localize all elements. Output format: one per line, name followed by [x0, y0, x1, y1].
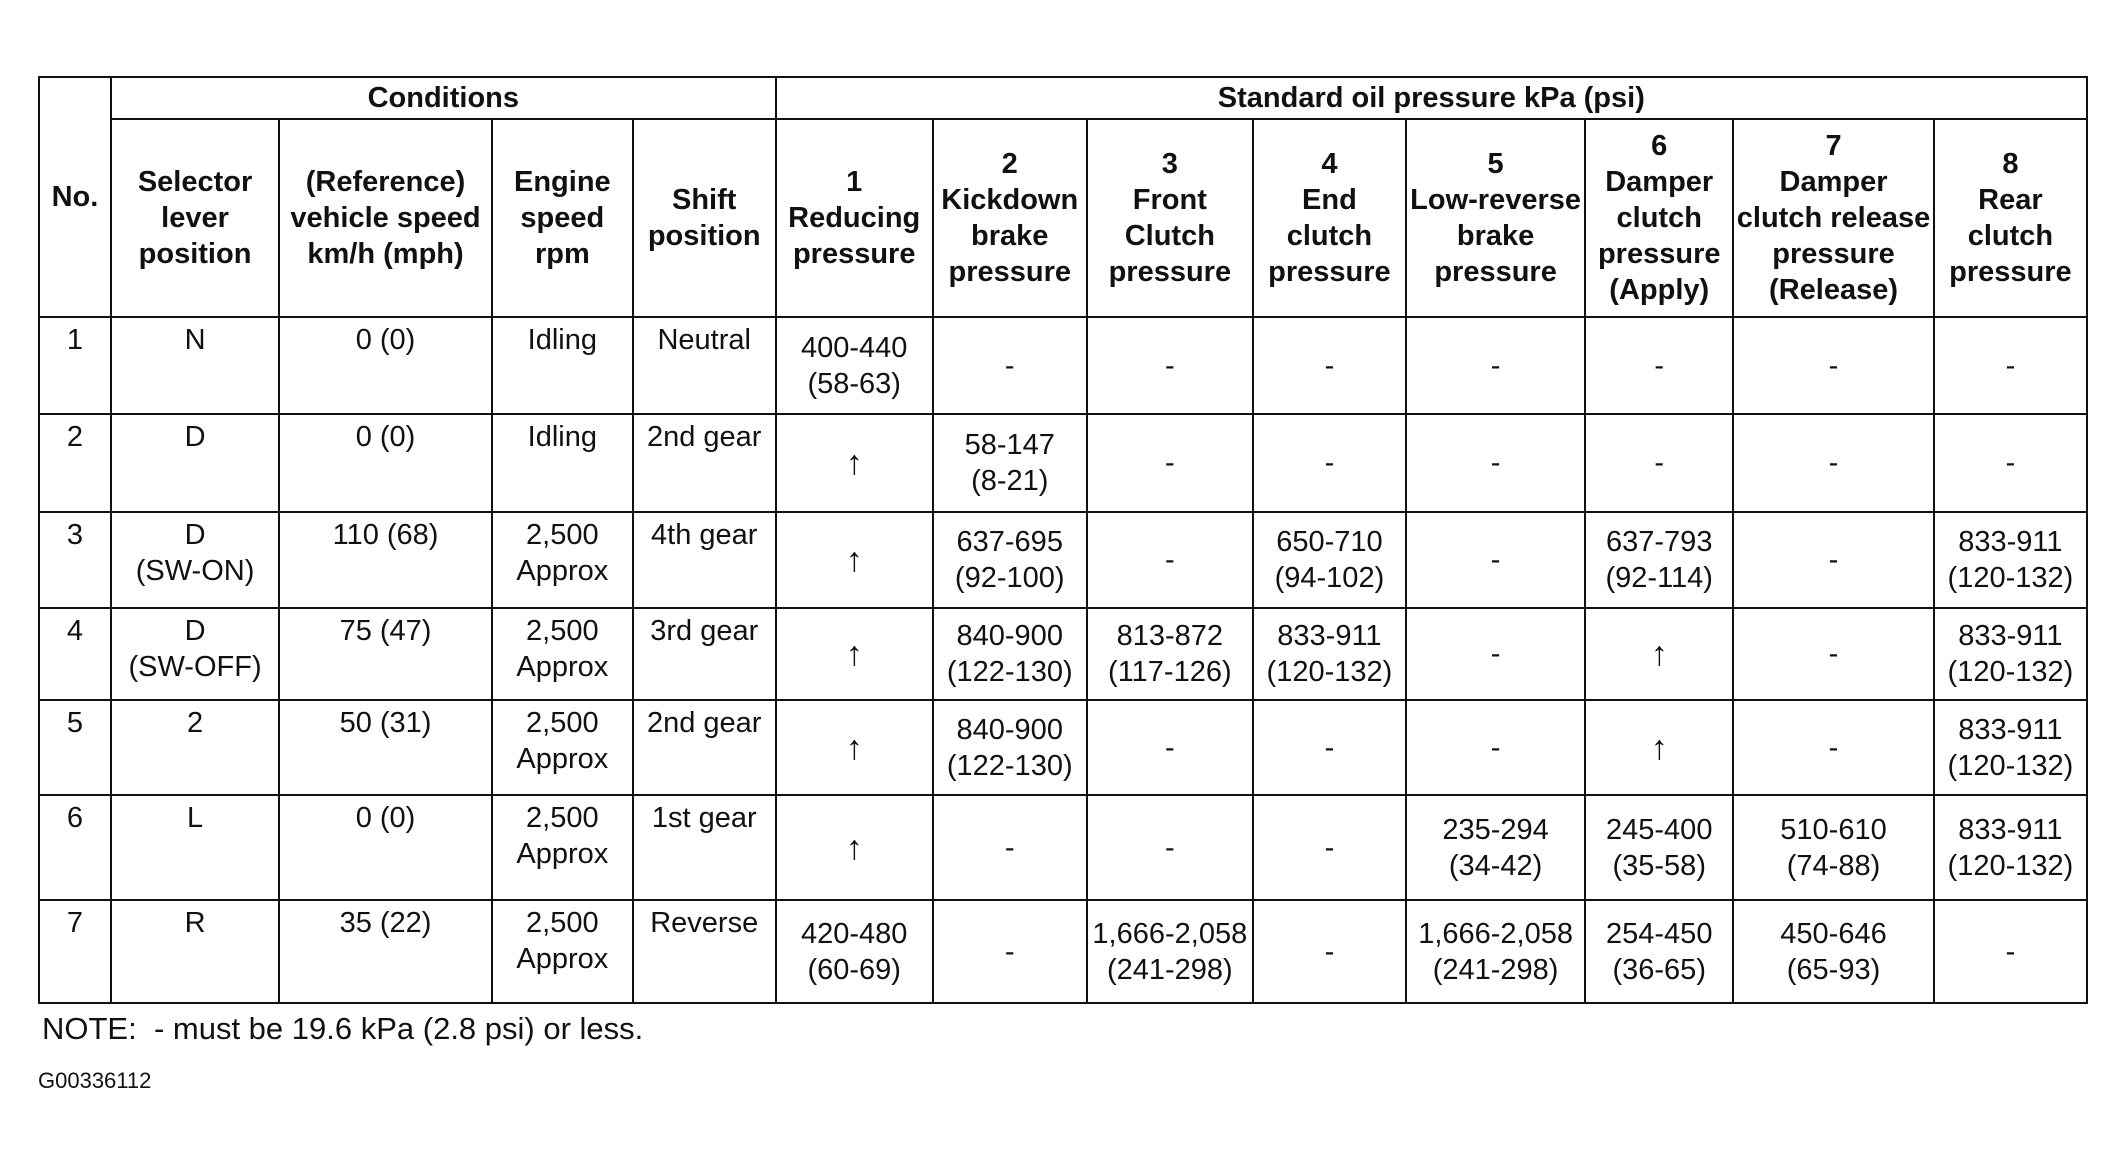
header-damper-clutch-apply-pressure: 6 Damper clutch pressure (Apply): [1585, 119, 1733, 317]
cell-engine-speed: 2,500 Approx: [492, 795, 633, 900]
cell-selector-lever-position: R: [111, 900, 279, 1003]
cell-vehicle-speed: 0 (0): [279, 317, 492, 414]
header-rear-clutch-pressure: 8 Rear clutch pressure: [1934, 119, 2087, 317]
header-damper-clutch-release-pressure: 7 Damper clutch release pressure (Release): [1733, 119, 1934, 317]
cell-front-clutch-pressure: 1,666-2,058 (241-298): [1087, 900, 1253, 1003]
cell-damper-clutch-release-pressure: -: [1733, 317, 1934, 414]
cell-shift-position: 3rd gear: [633, 608, 776, 700]
cell-reducing-pressure: ↑: [776, 700, 933, 795]
cell-vehicle-speed: 75 (47): [279, 608, 492, 700]
cell-reducing-pressure: 400-440 (58-63): [776, 317, 933, 414]
cell-front-clutch-pressure: -: [1087, 795, 1253, 900]
table-note: NOTE: - must be 19.6 kPa (2.8 psi) or less.: [42, 1011, 644, 1046]
cell-shift-position: 4th gear: [633, 512, 776, 608]
header-front-clutch-pressure: 3 Front Clutch pressure: [1087, 119, 1253, 317]
cell-kickdown-brake-pressure: 840-900 (122-130): [933, 700, 1087, 795]
table-row: [39, 795, 2087, 900]
cell-low-reverse-brake-pressure: -: [1406, 512, 1585, 608]
header-conditions-group: Conditions: [111, 77, 776, 119]
cell-rear-clutch-pressure: 833-911 (120-132): [1934, 700, 2087, 795]
cell-vehicle-speed: 110 (68): [279, 512, 492, 608]
cell-kickdown-brake-pressure: 637-695 (92-100): [933, 512, 1087, 608]
cell-shift-position: 2nd gear: [633, 700, 776, 795]
table-row: [39, 608, 2087, 700]
cell-front-clutch-pressure: 813-872 (117-126): [1087, 608, 1253, 700]
cell-selector-lever-position: D (SW-OFF): [111, 608, 279, 700]
cell-front-clutch-pressure: -: [1087, 414, 1253, 512]
cell-reducing-pressure: ↑: [776, 608, 933, 700]
cell-damper-clutch-apply-pressure: -: [1585, 414, 1733, 512]
cell-kickdown-brake-pressure: 840-900 (122-130): [933, 608, 1087, 700]
cell-end-clutch-pressure: 650-710 (94-102): [1253, 512, 1406, 608]
figure-id: G00336112: [38, 1068, 152, 1093]
cell-selector-lever-position: D: [111, 414, 279, 512]
cell-damper-clutch-release-pressure: -: [1733, 414, 1934, 512]
cell-damper-clutch-apply-pressure: 245-400 (35-58): [1585, 795, 1733, 900]
cell-no: 4: [39, 608, 111, 700]
cell-no: 6: [39, 795, 111, 900]
cell-end-clutch-pressure: -: [1253, 317, 1406, 414]
cell-reducing-pressure: ↑: [776, 414, 933, 512]
cell-kickdown-brake-pressure: 58-147 (8-21): [933, 414, 1087, 512]
table-row: [39, 317, 2087, 414]
cell-no: 2: [39, 414, 111, 512]
cell-rear-clutch-pressure: 833-911 (120-132): [1934, 795, 2087, 900]
cell-end-clutch-pressure: 833-911 (120-132): [1253, 608, 1406, 700]
table-row: [39, 414, 2087, 512]
cell-low-reverse-brake-pressure: -: [1406, 317, 1585, 414]
cell-no: 3: [39, 512, 111, 608]
cell-damper-clutch-release-pressure: -: [1733, 608, 1934, 700]
cell-rear-clutch-pressure: -: [1934, 900, 2087, 1003]
cell-reducing-pressure: ↑: [776, 512, 933, 608]
cell-rear-clutch-pressure: 833-911 (120-132): [1934, 512, 2087, 608]
cell-selector-lever-position: L: [111, 795, 279, 900]
cell-selector-lever-position: N: [111, 317, 279, 414]
table-row: [39, 900, 2087, 1003]
header-vehicle-speed: (Reference) vehicle speed km/h (mph): [279, 119, 492, 317]
cell-no: 5: [39, 700, 111, 795]
cell-shift-position: 2nd gear: [633, 414, 776, 512]
cell-damper-clutch-release-pressure: 510-610 (74-88): [1733, 795, 1934, 900]
cell-damper-clutch-apply-pressure: ↑: [1585, 608, 1733, 700]
cell-kickdown-brake-pressure: -: [933, 795, 1087, 900]
cell-no: 1: [39, 317, 111, 414]
cell-shift-position: Reverse: [633, 900, 776, 1003]
cell-engine-speed: 2,500 Approx: [492, 608, 633, 700]
cell-damper-clutch-apply-pressure: -: [1585, 317, 1733, 414]
header-selector-lever-position: Selector lever position: [111, 119, 279, 317]
cell-damper-clutch-release-pressure: -: [1733, 700, 1934, 795]
cell-damper-clutch-apply-pressure: 637-793 (92-114): [1585, 512, 1733, 608]
cell-vehicle-speed: 35 (22): [279, 900, 492, 1003]
cell-damper-clutch-release-pressure: 450-646 (65-93): [1733, 900, 1934, 1003]
cell-damper-clutch-release-pressure: -: [1733, 512, 1934, 608]
header-low-reverse-brake-pressure: 5 Low-reverse brake pressure: [1406, 119, 1585, 317]
cell-engine-speed: 2,500 Approx: [492, 512, 633, 608]
header-pressure-group: Standard oil pressure kPa (psi): [776, 77, 2087, 119]
header-reducing-pressure: 1 Reducing pressure: [776, 119, 933, 317]
cell-low-reverse-brake-pressure: -: [1406, 700, 1585, 795]
cell-engine-speed: Idling: [492, 317, 633, 414]
cell-front-clutch-pressure: -: [1087, 317, 1253, 414]
cell-front-clutch-pressure: -: [1087, 512, 1253, 608]
cell-engine-speed: 2,500 Approx: [492, 700, 633, 795]
table-body: [39, 317, 2087, 1003]
cell-rear-clutch-pressure: -: [1934, 317, 2087, 414]
header-sub-row: [39, 119, 2087, 317]
table-row: [39, 700, 2087, 795]
cell-low-reverse-brake-pressure: 1,666-2,058 (241-298): [1406, 900, 1585, 1003]
header-group-row: [39, 77, 2087, 119]
standard-oil-pressure-table: [38, 76, 2088, 1004]
cell-low-reverse-brake-pressure: -: [1406, 608, 1585, 700]
cell-rear-clutch-pressure: -: [1934, 414, 2087, 512]
cell-vehicle-speed: 50 (31): [279, 700, 492, 795]
cell-reducing-pressure: ↑: [776, 795, 933, 900]
cell-engine-speed: 2,500 Approx: [492, 900, 633, 1003]
cell-front-clutch-pressure: -: [1087, 700, 1253, 795]
cell-end-clutch-pressure: -: [1253, 795, 1406, 900]
table-row: [39, 512, 2087, 608]
cell-end-clutch-pressure: -: [1253, 414, 1406, 512]
cell-rear-clutch-pressure: 833-911 (120-132): [1934, 608, 2087, 700]
cell-end-clutch-pressure: -: [1253, 900, 1406, 1003]
cell-engine-speed: Idling: [492, 414, 633, 512]
cell-vehicle-speed: 0 (0): [279, 795, 492, 900]
cell-shift-position: 1st gear: [633, 795, 776, 900]
header-shift-position: Shift position: [633, 119, 776, 317]
header-engine-speed: Engine speed rpm: [492, 119, 633, 317]
cell-end-clutch-pressure: -: [1253, 700, 1406, 795]
cell-low-reverse-brake-pressure: 235-294 (34-42): [1406, 795, 1585, 900]
header-end-clutch-pressure: 4 End clutch pressure: [1253, 119, 1406, 317]
cell-damper-clutch-apply-pressure: ↑: [1585, 700, 1733, 795]
cell-selector-lever-position: D (SW-ON): [111, 512, 279, 608]
cell-no: 7: [39, 900, 111, 1003]
cell-reducing-pressure: 420-480 (60-69): [776, 900, 933, 1003]
header-kickdown-brake-pressure: 2 Kickdown brake pressure: [933, 119, 1087, 317]
cell-kickdown-brake-pressure: -: [933, 900, 1087, 1003]
cell-low-reverse-brake-pressure: -: [1406, 414, 1585, 512]
oil-pressure-table-container: [38, 76, 2088, 1004]
cell-kickdown-brake-pressure: -: [933, 317, 1087, 414]
cell-selector-lever-position: 2: [111, 700, 279, 795]
cell-shift-position: Neutral: [633, 317, 776, 414]
cell-vehicle-speed: 0 (0): [279, 414, 492, 512]
header-no: No.: [39, 77, 111, 317]
cell-damper-clutch-apply-pressure: 254-450 (36-65): [1585, 900, 1733, 1003]
